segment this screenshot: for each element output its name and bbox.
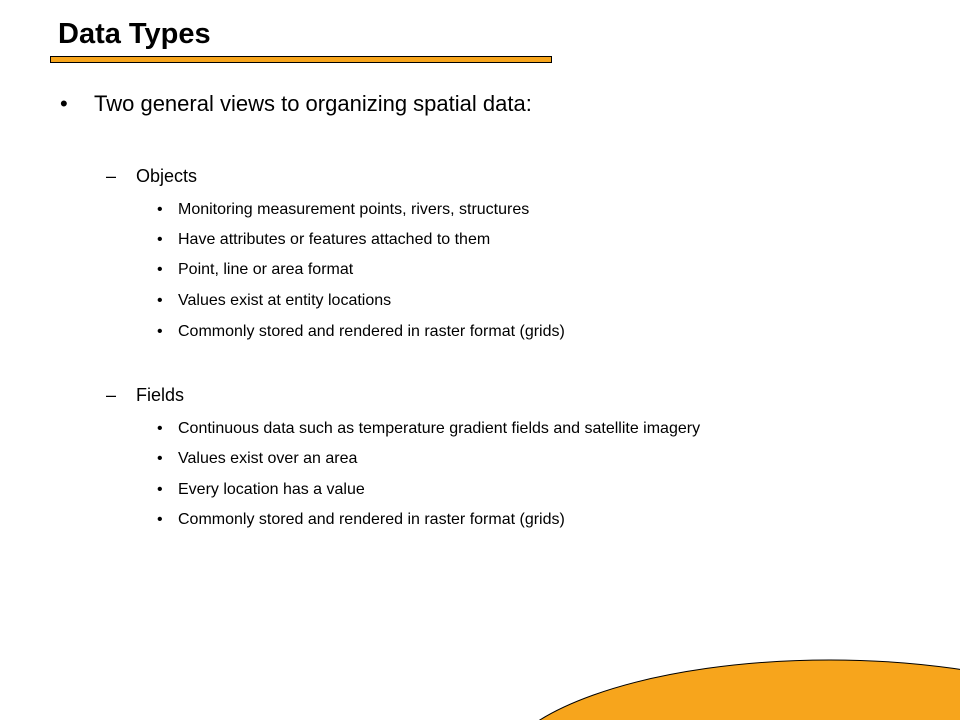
list-item-text: Commonly stored and rendered in raster format (grids)	[178, 323, 565, 340]
list-item-text: Values exist over an area	[178, 450, 358, 467]
list-item-text: Every location has a value	[178, 481, 365, 498]
bullet-dot: •	[157, 511, 163, 528]
bullet-dot: •	[60, 91, 68, 116]
bullet-dot: •	[157, 231, 163, 248]
list-item-text: Continuous data such as temperature gradient fields and satellite imagery	[178, 420, 701, 437]
bullet-dot: •	[157, 450, 163, 467]
list-item-text: Commonly stored and rendered in raster format (grids)	[178, 511, 565, 528]
list-item-text: Point, line or area format	[178, 261, 354, 278]
section-heading-text: Objects	[136, 166, 198, 186]
bullet-dot: •	[157, 481, 163, 498]
slide-title: Data Types	[58, 18, 211, 50]
bullet-dot: •	[157, 420, 163, 437]
main-bullet-text: Two general views to organizing spatial data:	[94, 91, 532, 116]
bullet-dot: •	[157, 292, 163, 309]
section-heading-text: Fields	[136, 385, 185, 405]
list-item-text: Have attributes or features attached to them	[178, 231, 491, 248]
dash-marker: –	[106, 385, 117, 405]
dash-marker: –	[106, 166, 117, 186]
bullet-dot: •	[157, 323, 163, 340]
bullet-dot: •	[157, 201, 163, 218]
list-item-text: Monitoring measurement points, rivers, structures	[178, 201, 530, 218]
bullet-dot: •	[157, 261, 163, 278]
list-item-text: Values exist at entity locations	[178, 292, 392, 309]
